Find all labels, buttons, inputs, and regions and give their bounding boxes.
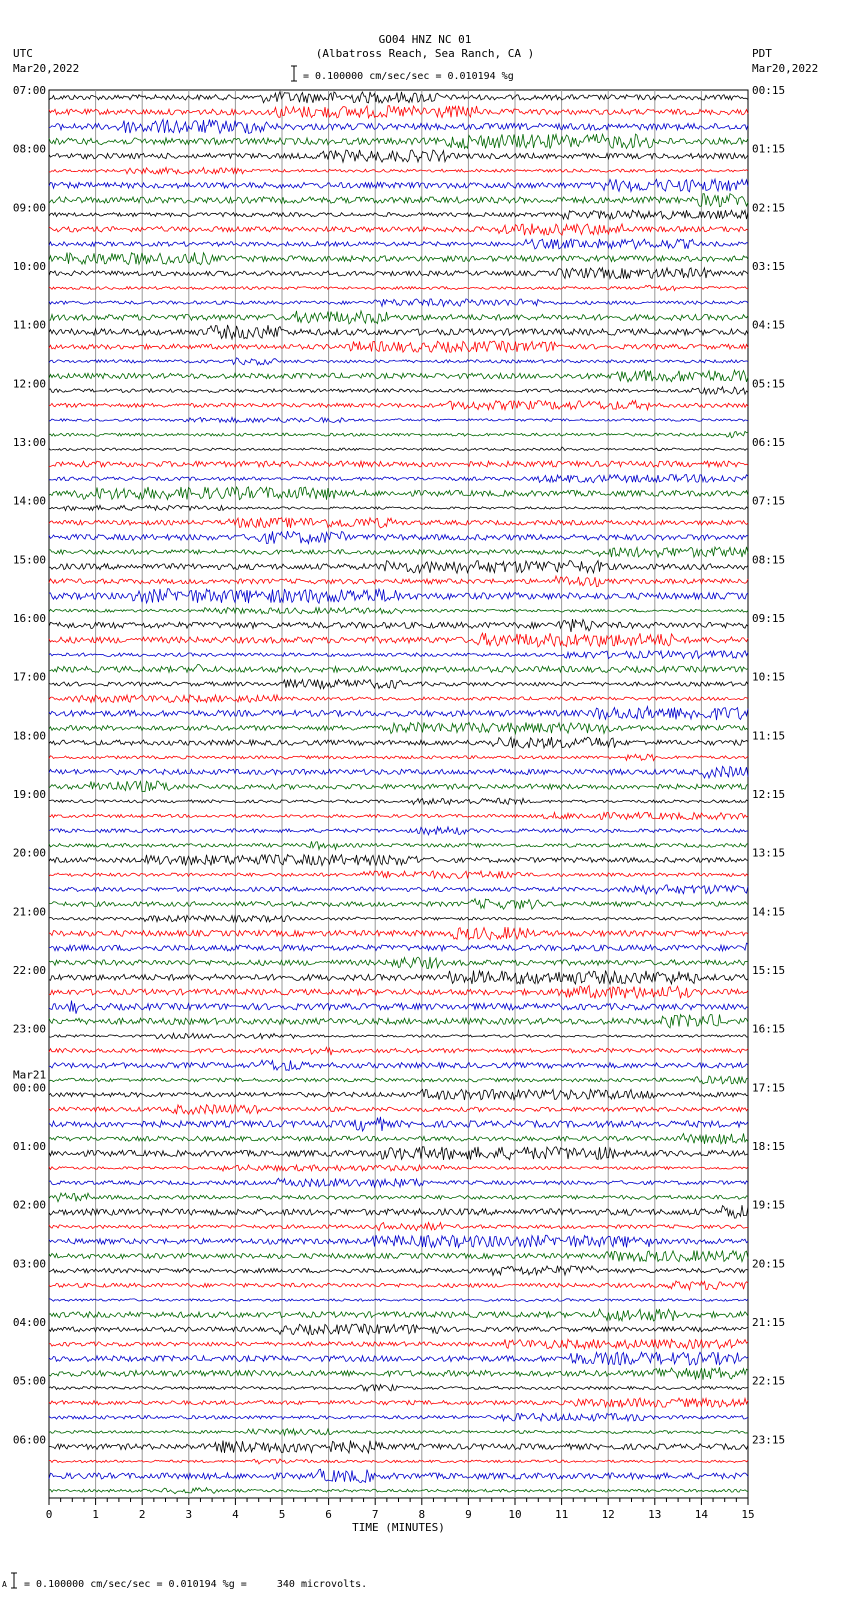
footer-scale-text: = 0.100000 cm/sec/sec = 0.010194 %g = 340 microvolts. xyxy=(24,1579,368,1590)
trace-line xyxy=(49,1309,748,1321)
trace-line xyxy=(49,695,748,703)
left-hour-label: 04:00 xyxy=(12,1316,46,1329)
right-hour-label: 13:15 xyxy=(752,846,786,860)
trace-line xyxy=(49,1398,748,1407)
trace-line xyxy=(49,106,748,118)
trace-line xyxy=(49,633,748,647)
right-hour-label: 21:15 xyxy=(752,1316,786,1329)
trace-line xyxy=(49,619,748,632)
left-hour-label: 10:00 xyxy=(12,260,46,273)
footer-scale-bar-icon xyxy=(10,1572,18,1590)
right-hour-label: 19:15 xyxy=(752,1198,786,1212)
left-hour-label: 22:00 xyxy=(12,964,46,977)
right-hour-label: 01:15 xyxy=(752,142,786,156)
left-hour-label: 14:00 xyxy=(12,494,46,508)
trace-line xyxy=(49,325,748,339)
trace-line xyxy=(49,608,748,614)
trace-line xyxy=(49,1281,748,1290)
trace-line xyxy=(49,1488,748,1494)
right-hour-label: 12:15 xyxy=(752,788,786,801)
trace-line xyxy=(49,1414,748,1422)
left-hour-label: 00:00 xyxy=(12,1081,46,1095)
trace-line xyxy=(49,1047,748,1055)
trace-line xyxy=(49,461,748,467)
trace-line xyxy=(49,1299,748,1302)
right-hour-label: 16:15 xyxy=(752,1022,786,1036)
x-axis-label: TIME (MINUTES) xyxy=(352,1521,445,1534)
right-hour-label: 20:15 xyxy=(752,1257,786,1271)
trace-line xyxy=(49,943,748,951)
trace-line xyxy=(49,1117,748,1131)
left-hour-label: 09:00 xyxy=(12,201,46,215)
right-hour-label: 02:15 xyxy=(752,201,786,215)
trace-line xyxy=(49,664,748,672)
right-timezone: PDT xyxy=(752,47,772,60)
x-tick-label: 7 xyxy=(371,1508,379,1521)
x-tick-label: 6 xyxy=(325,1508,332,1521)
trace-line xyxy=(49,417,748,422)
trace-line xyxy=(49,1076,748,1084)
trace-line xyxy=(49,1147,748,1160)
x-tick-label: 3 xyxy=(185,1508,193,1521)
right-hour-label: 04:15 xyxy=(752,318,786,332)
trace-line xyxy=(49,1339,748,1349)
left-hour-label: 07:00 xyxy=(12,84,46,97)
trace-line xyxy=(49,1033,748,1038)
trace-line xyxy=(49,475,748,483)
right-hour-label: 06:15 xyxy=(752,436,786,449)
right-hour-label: 17:15 xyxy=(752,1081,786,1095)
trace-line xyxy=(49,1014,748,1027)
trace-line xyxy=(49,1367,748,1379)
location-title: (Albatross Reach, Sea Ranch, CA ) xyxy=(315,47,535,60)
x-tick-label: 15 xyxy=(741,1508,755,1521)
trace-line xyxy=(49,927,748,940)
trace-line xyxy=(49,487,748,500)
right-hour-label: 14:15 xyxy=(752,905,786,919)
right-hour-label: 08:15 xyxy=(752,553,786,567)
right-hour-label: 00:15 xyxy=(752,84,786,97)
trace-line xyxy=(49,401,748,410)
trace-line xyxy=(49,1060,748,1070)
scale-text: = 0.100000 cm/sec/sec = 0.010194 %g xyxy=(303,71,514,82)
trace-line xyxy=(49,1429,748,1436)
trace-line xyxy=(49,370,748,382)
right-hour-label: 22:15 xyxy=(752,1374,786,1388)
left-timezone: UTC xyxy=(13,47,33,60)
trace-line xyxy=(49,431,748,437)
trace-line xyxy=(49,92,748,103)
date-change-label: Mar21 xyxy=(13,1068,47,1082)
trace-line xyxy=(49,210,748,219)
right-date: Mar20,2022 xyxy=(752,62,819,75)
left-hour-label: 08:00 xyxy=(12,142,46,156)
trace-line xyxy=(49,781,748,792)
x-tick-label: 9 xyxy=(465,1508,472,1521)
trace-line xyxy=(49,120,748,134)
right-hour-label: 09:15 xyxy=(752,612,786,625)
left-hour-label: 06:00 xyxy=(12,1433,46,1447)
trace-line xyxy=(49,447,748,451)
trace-line xyxy=(49,1266,748,1276)
left-hour-label: 20:00 xyxy=(12,846,46,860)
trace-line xyxy=(49,885,748,894)
trace-line xyxy=(49,387,748,394)
right-hour-label: 03:15 xyxy=(752,260,786,273)
trace-line xyxy=(49,1001,748,1014)
trace-line xyxy=(49,915,748,922)
trace-line xyxy=(49,1385,748,1392)
trace-line xyxy=(49,871,748,879)
right-hour-label: 18:15 xyxy=(752,1140,786,1153)
trace-line xyxy=(49,311,748,324)
left-hour-label: 15:00 xyxy=(12,553,46,567)
trace-line xyxy=(49,754,748,760)
trace-line xyxy=(49,841,748,849)
right-hour-label: 07:15 xyxy=(752,494,786,508)
trace-line xyxy=(49,827,748,835)
trace-line xyxy=(49,680,748,689)
right-hour-label: 10:15 xyxy=(752,670,786,684)
trace-line xyxy=(49,167,748,174)
left-hour-label: 21:00 xyxy=(12,905,46,919)
x-tick-label: 12 xyxy=(601,1508,615,1521)
left-hour-label: 17:00 xyxy=(12,670,46,684)
x-tick-label: 11 xyxy=(554,1508,569,1521)
right-hour-label: 23:15 xyxy=(752,1433,786,1447)
trace-line xyxy=(49,1178,748,1187)
trace-line xyxy=(49,855,748,866)
trace-line xyxy=(49,812,748,819)
trace-line xyxy=(49,561,748,574)
trace-line xyxy=(49,1133,748,1144)
trace-line xyxy=(49,1089,748,1100)
trace-line xyxy=(49,651,748,659)
trace-line xyxy=(49,285,748,290)
trace-line xyxy=(49,518,748,528)
trace-line xyxy=(49,547,748,557)
trace-line xyxy=(49,179,748,192)
trace-line xyxy=(49,194,748,207)
trace-line xyxy=(49,224,748,236)
trace-line xyxy=(49,239,748,249)
right-hour-label: 11:15 xyxy=(752,729,786,743)
trace-line xyxy=(49,971,748,985)
left-hour-label: 16:00 xyxy=(12,612,46,625)
trace-line xyxy=(49,1205,748,1218)
left-hour-label: 11:00 xyxy=(12,318,46,332)
trace-line xyxy=(49,505,748,510)
left-hour-label: 18:00 xyxy=(12,729,46,743)
left-date: Mar20,2022 xyxy=(13,62,80,75)
trace-line xyxy=(49,1469,748,1482)
trace-line xyxy=(49,1324,748,1334)
footer-prefix: A xyxy=(2,1580,7,1589)
x-tick-label: 14 xyxy=(694,1508,709,1521)
x-tick-label: 0 xyxy=(45,1508,53,1521)
trace-line xyxy=(49,1459,748,1464)
left-hour-label: 13:00 xyxy=(12,436,46,449)
trace-line xyxy=(49,589,748,603)
x-tick-label: 2 xyxy=(138,1508,146,1521)
x-tick-label: 5 xyxy=(278,1508,286,1521)
trace-line xyxy=(49,737,748,748)
trace-line xyxy=(49,1440,748,1453)
left-hour-label: 03:00 xyxy=(12,1257,46,1271)
trace-line xyxy=(49,134,748,149)
station-title: GO04 HNZ NC 01 xyxy=(378,33,472,46)
left-hour-label: 23:00 xyxy=(12,1022,46,1036)
trace-line xyxy=(49,1235,748,1247)
trace-line xyxy=(49,252,748,264)
trace-line xyxy=(49,1223,748,1231)
left-hour-label: 01:00 xyxy=(12,1140,46,1153)
left-hour-label: 02:00 xyxy=(12,1198,46,1212)
trace-line xyxy=(49,150,748,162)
trace-line xyxy=(49,1352,748,1365)
trace-line xyxy=(49,707,748,721)
right-hour-label: 15:15 xyxy=(752,964,786,977)
trace-line xyxy=(49,766,748,778)
trace-line xyxy=(49,957,748,969)
trace-line xyxy=(49,722,748,733)
left-hour-label: 05:00 xyxy=(12,1374,46,1388)
x-tick-label: 8 xyxy=(418,1508,426,1521)
trace-line xyxy=(49,899,748,910)
trace-line xyxy=(49,341,748,352)
trace-line xyxy=(49,268,748,279)
trace-line xyxy=(49,1165,748,1171)
x-tick-label: 13 xyxy=(648,1508,662,1521)
trace-line xyxy=(49,1193,748,1202)
trace-line xyxy=(49,576,748,587)
x-tick-label: 4 xyxy=(232,1508,239,1521)
right-hour-label: 05:15 xyxy=(752,377,786,391)
trace-line xyxy=(49,986,748,999)
trace-line xyxy=(49,531,748,544)
trace-line xyxy=(49,1251,748,1262)
left-hour-label: 19:00 xyxy=(12,788,46,801)
trace-line xyxy=(49,798,748,804)
trace-line xyxy=(49,358,748,365)
x-tick-label: 10 xyxy=(508,1508,522,1521)
trace-line xyxy=(49,299,748,307)
trace-line xyxy=(49,1105,748,1115)
x-tick-label: 1 xyxy=(92,1508,99,1521)
left-hour-label: 12:00 xyxy=(12,377,46,391)
